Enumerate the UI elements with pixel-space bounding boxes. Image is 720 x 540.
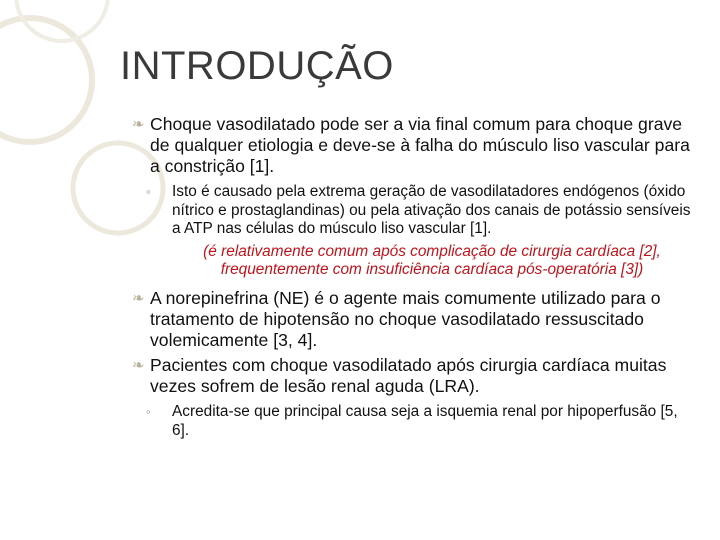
bullet-text: A norepinefrina (NE) é o agente mais comumente utilizado para o tratamento de hipotensão no choque vasodilatado ressuscitado volemicamente [3, 4]. bbox=[150, 287, 661, 350]
bullet-text: Acredita-se que principal causa seja a isquemia renal por hipoperfusão [5, 6]. bbox=[172, 402, 678, 439]
bullet-text: Choque vasodilatado pode ser a via final comum para choque grave de qualquer etiologia e deve-se à falha do músculo liso vascular para a constrição [1]. bbox=[150, 114, 690, 176]
swash-bullet-icon: ❧ bbox=[132, 356, 145, 374]
swash-bullet-icon: ❧ bbox=[132, 116, 145, 133]
bullet-level2 bbox=[132, 183, 692, 239]
slide-content bbox=[132, 114, 692, 444]
bullet-text: Isto é causado pela extrema geração de vasodilatadores endógenos (óxido nítrico e prostaglandinas) ou pela ativação dos canais de potássio sensíveis a ATP nas células do músculo liso vascular [1]. bbox=[172, 183, 691, 238]
small-circle-bullet-icon: ◦ bbox=[146, 184, 151, 199]
bullet-level1 bbox=[132, 114, 692, 177]
swash-bullet-icon: ❧ bbox=[132, 289, 145, 307]
small-circle-bullet-icon: ◦ bbox=[146, 403, 151, 419]
bullet-level2 bbox=[132, 403, 692, 440]
bullet-level1 bbox=[132, 355, 692, 397]
highlighted-note: (é relativamente comum após complicação de cirurgia cardíaca [2], frequentemente com insuficiência cardíaca pós-operatória [3]) bbox=[203, 242, 661, 279]
bullet-level1 bbox=[132, 288, 692, 351]
bullet-text: Pacientes com choque vasodilatado após cirurgia cardíaca muitas vezes sofrem de lesão renal aguda (LRA). bbox=[150, 354, 667, 396]
slide-title: INTRODUÇÃO bbox=[120, 44, 394, 88]
